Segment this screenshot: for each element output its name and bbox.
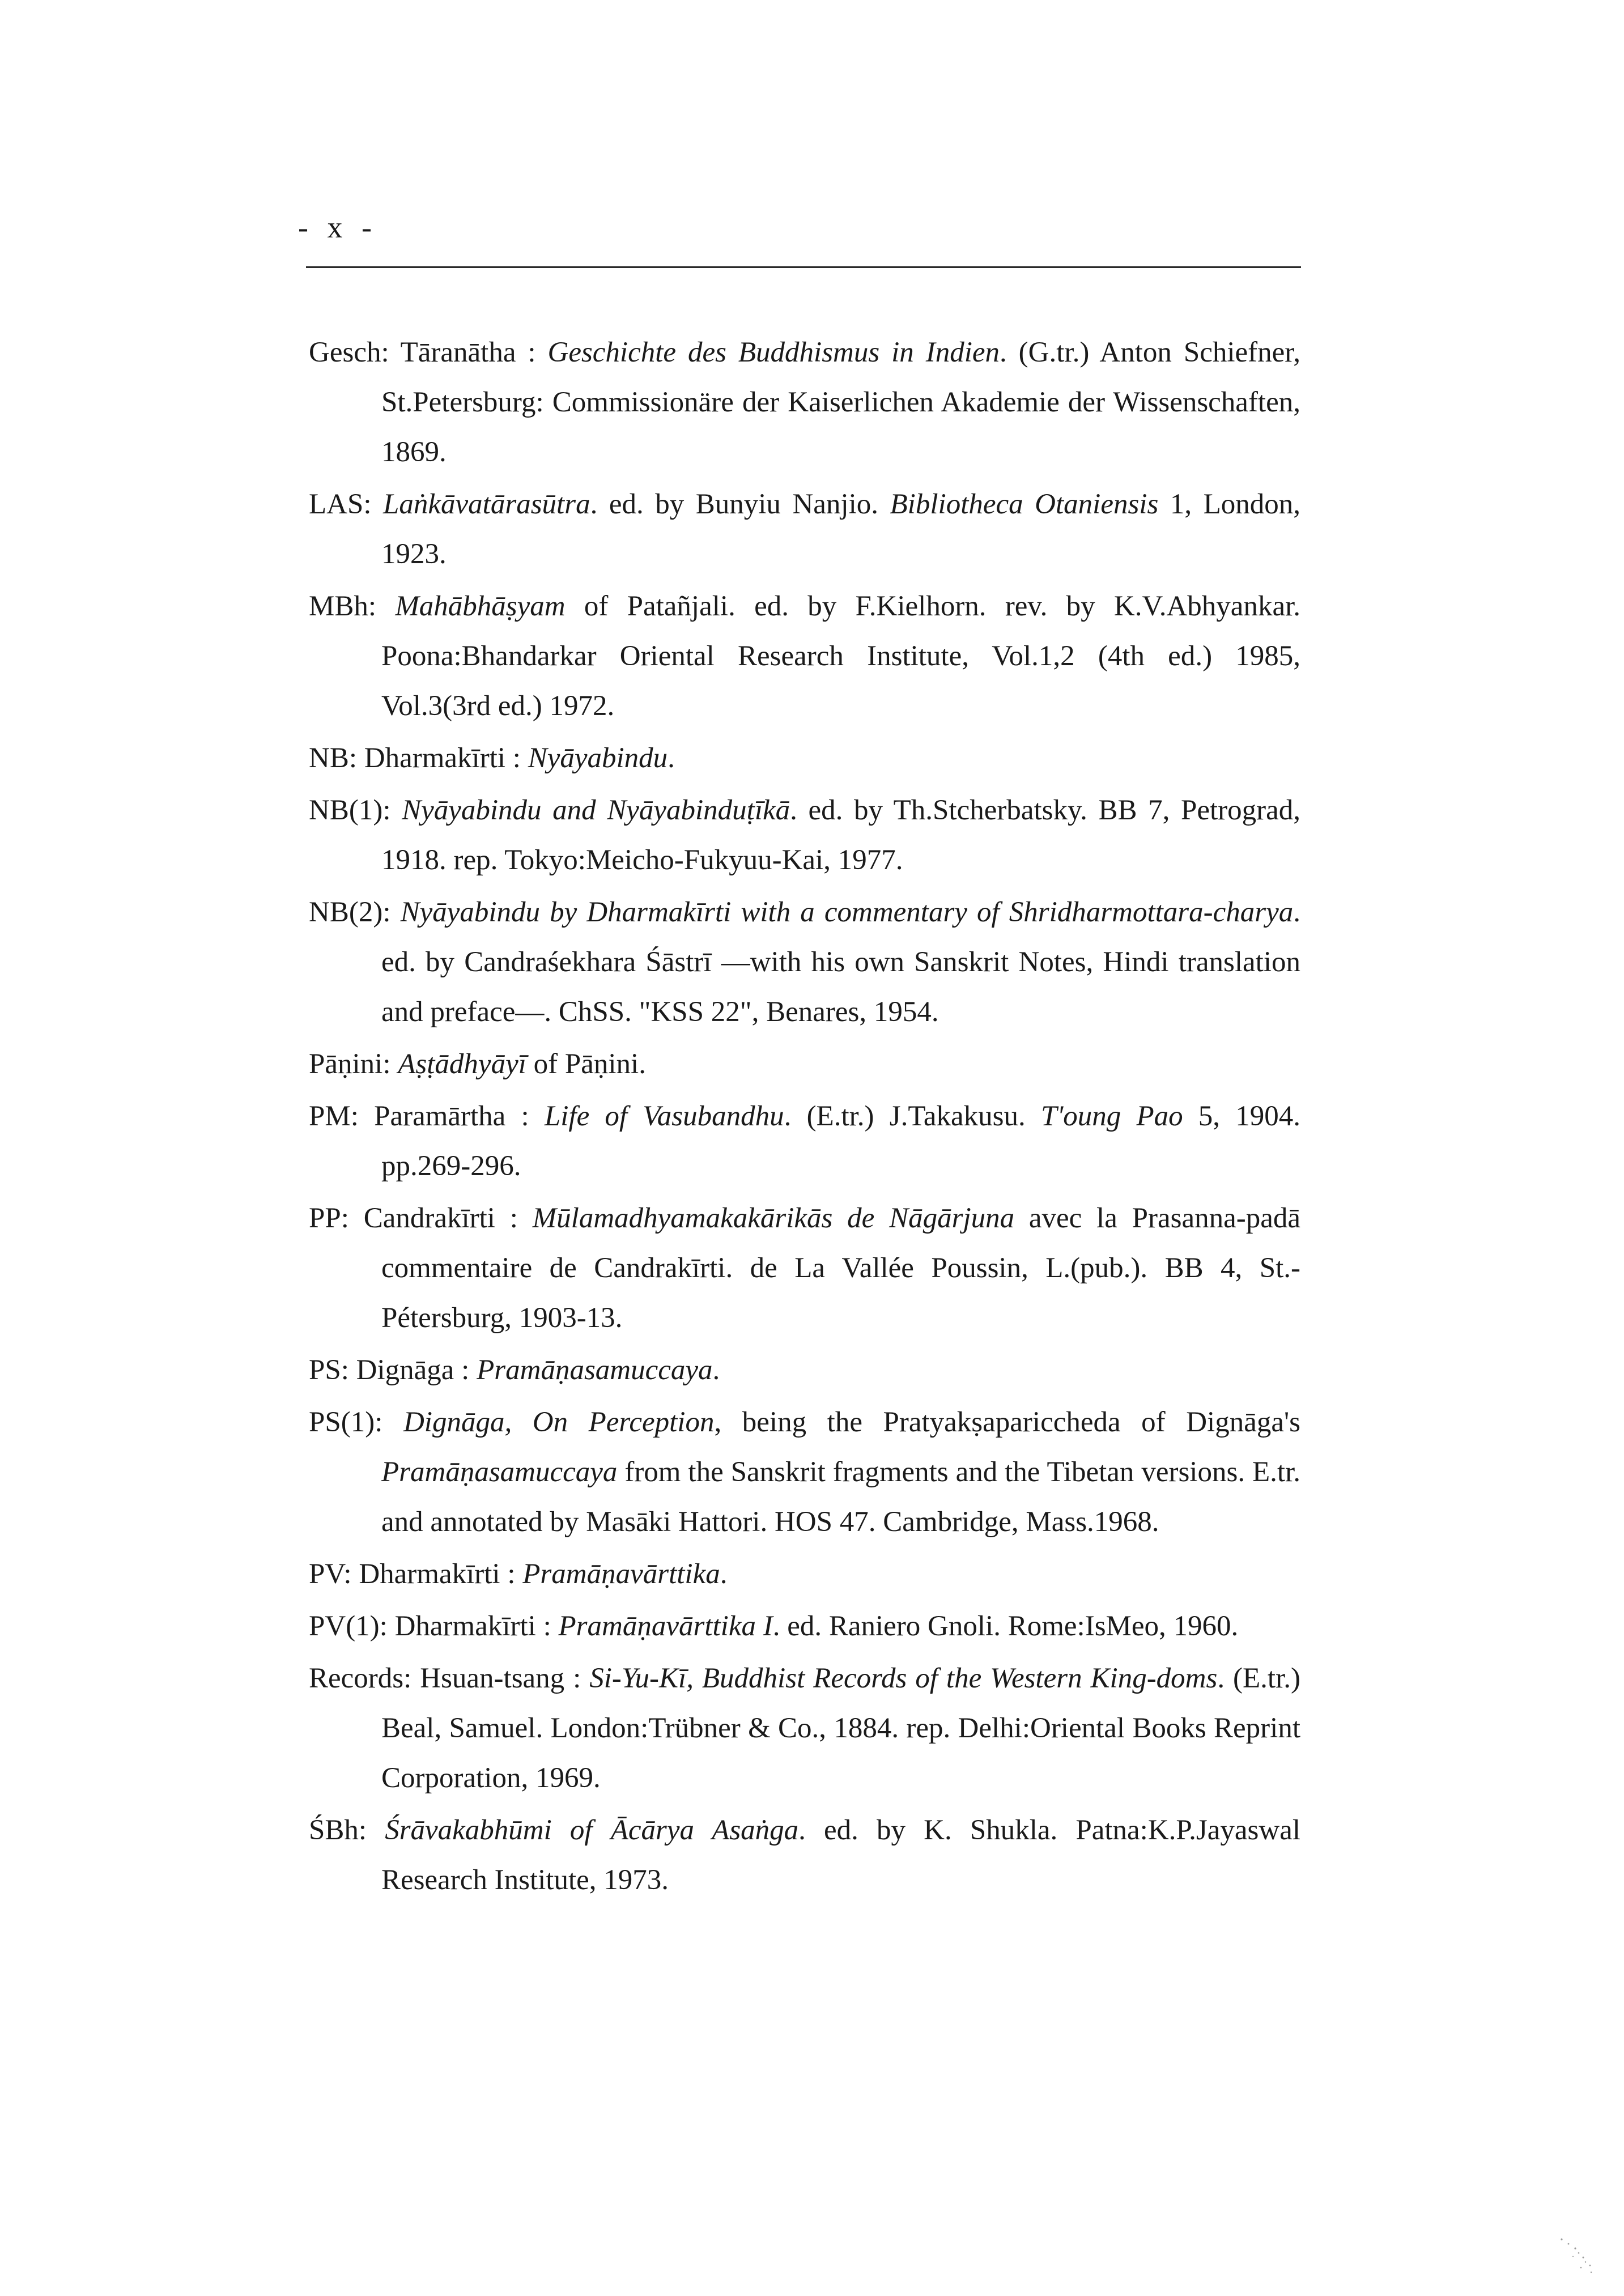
entry-title: Dignāga, On Perception: [403, 1406, 715, 1438]
entry-abbreviation: Records:: [309, 1663, 412, 1694]
bibliography-entry: [309, 1601, 1300, 1651]
entry-text: Hsuan-tsang :: [420, 1663, 590, 1694]
bibliography-entry: [309, 1039, 1300, 1089]
entry-text: . ed. Raniero Gnoli. Rome:IsMeo, 1960.: [772, 1610, 1239, 1642]
entry-text: from the Sanskrit fragments and the Tibetan versions. E.tr. and annotated by Masāki Hattori. HOS 47. Cambridge, Mass.1968.: [381, 1456, 1300, 1538]
entry-abbreviation: PM:: [309, 1100, 359, 1132]
entry-title: Pramāṇavārttika: [522, 1558, 720, 1590]
entry-title: Pramāṇasamuccaya: [477, 1354, 713, 1386]
entry-text: .: [668, 742, 675, 774]
entry-abbreviation: NB(1):: [309, 794, 391, 826]
entry-text: avec la Prasanna-padā commentaire de Candrakīrti. de La Vallée Poussin, L.(pub.). BB 4, St.-Pétersburg, 1903-13.: [381, 1202, 1300, 1334]
entry-text: Dharmakīrti :: [364, 742, 528, 774]
entry-abbreviation: Gesch:: [309, 337, 389, 368]
bibliography-entry: [309, 479, 1300, 579]
entry-title: Śrāvakabhūmi of Ācārya Asaṅga: [385, 1814, 799, 1846]
entry-title: Si-Yu-Kī, Buddhist Records of the Western King-doms: [589, 1663, 1218, 1694]
entry-title: Aṣṭādhyāyī: [398, 1048, 526, 1080]
bibliography-entry: [309, 1091, 1300, 1191]
entry-text: 1, London, 1923.: [381, 488, 1301, 570]
entry-abbreviation: PP:: [309, 1202, 349, 1234]
entry-text: . ed. by Th.Stcherbatsky. BB 7, Petrograd, 1918. rep. Tokyo:Meicho-Fukyuu-Kai, 1977.: [381, 794, 1300, 876]
entry-text: .: [720, 1558, 728, 1590]
entry-title: Mūlamadhyamakakārikās de Nāgārjuna: [532, 1202, 1015, 1234]
entry-text: . ed. by Bunyiu Nanjio.: [590, 488, 890, 520]
entry-text: . (E.tr.) Beal, Samuel. London:Trübner & Co., 1884. rep. Delhi:Oriental Books Reprint Corporation, 1969.: [381, 1663, 1300, 1794]
entry-abbreviation: NB:: [309, 742, 358, 774]
bibliography-entry: [309, 581, 1300, 731]
entry-abbreviation: PS:: [309, 1354, 349, 1386]
entry-text: Dharmakīrti :: [394, 1610, 559, 1642]
scan-speckle-mark: [1550, 2228, 1601, 2279]
entry-title: Laṅkāvatārasūtra: [383, 488, 590, 520]
entry-text: . (G.tr.) Anton Schiefner, St.Petersburg: Commissionäre der Kaiserlichen Akademie der Wissenschaften, 1869.: [381, 337, 1300, 468]
entry-text: Dignāga :: [356, 1354, 477, 1386]
entry-abbreviation: PV:: [309, 1558, 352, 1590]
entry-text: . ed. by K. Shukla. Patna:K.P.Jayaswal Research Institute, 1973.: [381, 1814, 1301, 1896]
entry-abbreviation: PV(1):: [309, 1610, 388, 1642]
header-rule: [306, 266, 1301, 268]
bibliography-entry: [309, 1193, 1300, 1343]
bibliography-entry: [309, 1549, 1300, 1599]
entry-title: Nyāyabindu: [528, 742, 668, 774]
bibliography-entry: [309, 887, 1300, 1037]
entry-text: Dharmakīrti :: [359, 1558, 523, 1590]
entry-title: Geschichte des Buddhismus in Indien: [547, 337, 1000, 368]
entry-title: T'oung Pao: [1040, 1100, 1183, 1132]
bibliography-entry: [309, 733, 1300, 783]
entry-abbreviation: PS(1):: [309, 1406, 383, 1438]
bibliography-entry: [309, 1397, 1300, 1547]
entry-text: of Patañjali. ed. by F.Kielhorn. rev. by K.V.Abhyankar. Poona:Bhandarkar Oriental Research Institute, Vol.1,2 (4th ed.) 1985, Vol.3(3rd ed.) 1972.: [381, 590, 1301, 722]
entry-text: Paramārtha :: [374, 1100, 545, 1132]
entry-text: 5, 1904. pp.269-296.: [381, 1100, 1300, 1182]
entry-title: Life of Vasubandhu: [544, 1100, 784, 1132]
page-number: - x -: [298, 210, 377, 244]
entry-abbreviation: LAS:: [309, 488, 372, 520]
entry-abbreviation: NB(2):: [309, 896, 391, 928]
entry-title: Nyāyabindu by Dharmakīrti with a commentary of Shridharmottara-charya: [400, 896, 1294, 928]
bibliography-entry: [309, 1345, 1300, 1395]
entry-abbreviation: Pāṇini:: [309, 1048, 391, 1080]
entry-title: Pramāṇasamuccaya: [381, 1456, 618, 1488]
bibliography-list: [309, 328, 1300, 1907]
entry-text: . ed. by Candraśekhara Śāstrī —with his own Sanskrit Notes, Hindi translation and preface—. ChSS. "KSS 22", Benares, 1954.: [381, 896, 1300, 1028]
entry-text: . (E.tr.) J.Takakusu.: [784, 1100, 1041, 1132]
entry-text: .: [712, 1354, 720, 1386]
entry-title: Mahābhāṣyam: [395, 590, 566, 622]
entry-abbreviation: MBh:: [309, 590, 377, 622]
entry-abbreviation: ŚBh:: [309, 1814, 367, 1846]
entry-title: Bibliotheca Otaniensis: [890, 488, 1159, 520]
entry-title: Nyāyabindu and Nyāyabinduṭīkā: [402, 794, 790, 826]
bibliography-entry: [309, 785, 1300, 885]
entry-text: , being the Pratyakṣapariccheda of Dignāga's: [714, 1406, 1301, 1438]
entry-text: of Pāṇini.: [526, 1048, 646, 1080]
bibliography-entry: [309, 1653, 1300, 1803]
bibliography-entry: [309, 328, 1300, 477]
bibliography-entry: [309, 1805, 1300, 1905]
entry-text: Tāranātha :: [400, 337, 548, 368]
entry-title: Pramāṇavārttika I: [558, 1610, 773, 1642]
entry-text: Candrakīrti :: [363, 1202, 533, 1234]
